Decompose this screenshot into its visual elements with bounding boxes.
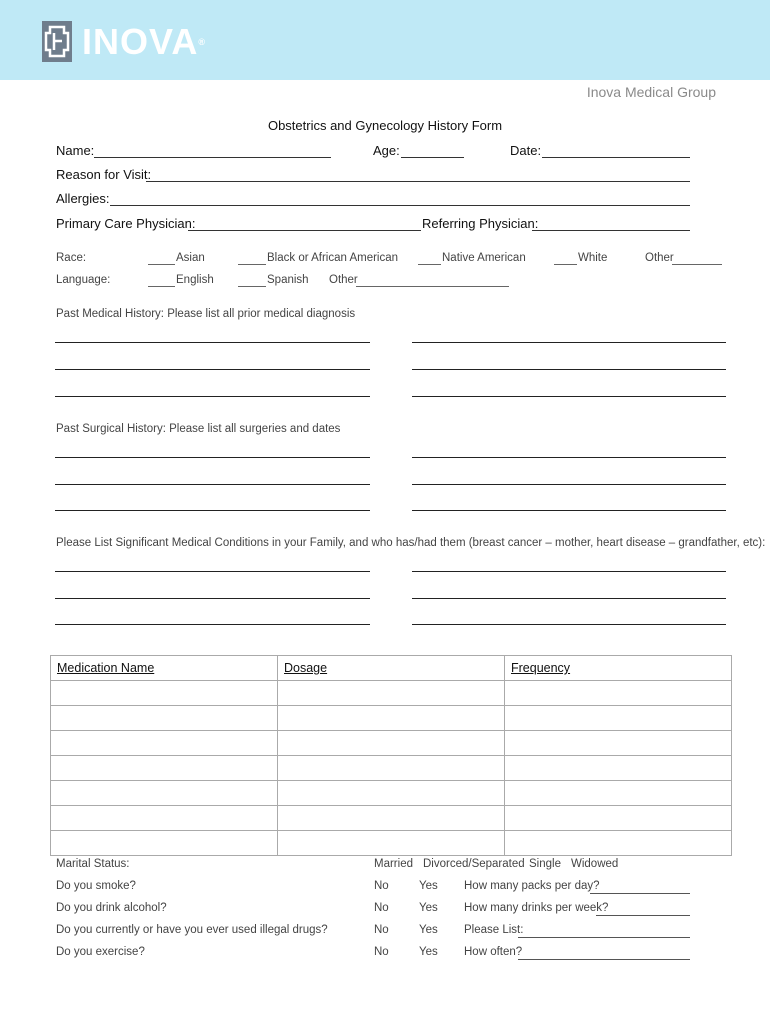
marital-option-single[interactable]: Single [529, 858, 561, 870]
race-asian-blank[interactable] [148, 264, 175, 265]
family-history-line[interactable] [55, 598, 370, 599]
allergies-label: Allergies: [56, 191, 110, 206]
language-label: Language: [56, 274, 111, 286]
smoke-question: Do you smoke? [56, 880, 136, 892]
race-option-asian: Asian [176, 252, 205, 264]
race-native-blank[interactable] [418, 264, 441, 265]
medication-name-header: Medication Name [51, 656, 278, 681]
family-history-label: Please List Significant Medical Conditions in your Family, and who has/had them (breast cancer – mother, heart disease – grandfather, etc): [56, 537, 766, 549]
marital-option-divorced[interactable]: Divorced/Separated [423, 858, 525, 870]
exercise-followup-field[interactable] [518, 959, 690, 960]
race-option-native: Native American [442, 252, 526, 264]
surgical-history-line[interactable] [412, 457, 726, 458]
name-label: Name: [56, 143, 95, 158]
medication-table [50, 655, 732, 856]
language-option-spanish: Spanish [267, 274, 309, 286]
race-black-blank[interactable] [238, 264, 266, 265]
language-option-other: Other [329, 274, 358, 286]
medication-cell[interactable] [51, 831, 278, 856]
alcohol-followup-field[interactable] [596, 915, 690, 916]
race-option-black: Black or African American [267, 252, 399, 264]
exercise-no-option[interactable]: No [374, 946, 389, 958]
frequency-cell[interactable] [505, 756, 732, 781]
language-other-field[interactable] [356, 286, 509, 287]
frequency-header: Frequency [505, 656, 732, 681]
medical-history-line[interactable] [412, 369, 726, 370]
referring-label: Referring Physician: [422, 216, 539, 231]
surgical-history-line[interactable] [412, 484, 726, 485]
drugs-no-option[interactable]: No [374, 924, 389, 936]
surgical-history-line[interactable] [55, 484, 370, 485]
race-option-white: White [578, 252, 608, 264]
dosage-cell[interactable] [278, 781, 505, 806]
inova-logo-icon [42, 21, 72, 62]
surgical-history-label: Past Surgical History: Please list all surgeries and dates [56, 423, 341, 435]
medication-cell[interactable] [51, 781, 278, 806]
family-history-line[interactable] [412, 598, 726, 599]
pcp-label: Primary Care Physician: [56, 216, 196, 231]
smoke-followup-label: How many packs per day? [464, 880, 600, 892]
family-history-line[interactable] [55, 571, 370, 572]
referring-field[interactable] [532, 230, 690, 231]
race-other-field[interactable] [672, 264, 722, 265]
medical-history-line[interactable] [55, 342, 370, 343]
drugs-question: Do you currently or have you ever used illegal drugs? [56, 924, 328, 936]
medication-cell[interactable] [51, 731, 278, 756]
dosage-cell[interactable] [278, 681, 505, 706]
dosage-cell[interactable] [278, 806, 505, 831]
frequency-cell[interactable] [505, 831, 732, 856]
drugs-followup-label: Please List: [464, 924, 524, 936]
medication-header-row [51, 656, 732, 681]
frequency-cell[interactable] [505, 681, 732, 706]
marital-option-married[interactable]: Married [374, 858, 413, 870]
alcohol-followup-label: How many drinks per week? [464, 902, 609, 914]
race-white-blank[interactable] [554, 264, 577, 265]
table-row [51, 731, 732, 756]
header-band [0, 0, 770, 80]
exercise-question: Do you exercise? [56, 946, 145, 958]
allergies-field[interactable] [110, 205, 690, 206]
frequency-cell[interactable] [505, 781, 732, 806]
table-row [51, 781, 732, 806]
smoke-no-option[interactable]: No [374, 880, 389, 892]
date-field[interactable] [542, 157, 690, 158]
drugs-yes-option[interactable]: Yes [419, 924, 438, 936]
family-history-line[interactable] [412, 624, 726, 625]
alcohol-yes-option[interactable]: Yes [419, 902, 438, 914]
pcp-field[interactable] [188, 230, 421, 231]
medication-cell[interactable] [51, 681, 278, 706]
frequency-cell[interactable] [505, 806, 732, 831]
medical-history-line[interactable] [412, 396, 726, 397]
race-option-other: Other [645, 252, 674, 264]
age-field[interactable] [401, 157, 464, 158]
form-title: Obstetrics and Gynecology History Form [267, 118, 503, 133]
medication-cell[interactable] [51, 756, 278, 781]
race-label: Race: [56, 252, 87, 264]
marital-status-label: Marital Status: [56, 858, 130, 870]
medical-history-line[interactable] [55, 396, 370, 397]
surgical-history-line[interactable] [55, 510, 370, 511]
smoke-followup-field[interactable] [590, 893, 690, 894]
dosage-header: Dosage [278, 656, 505, 681]
language-english-blank[interactable] [148, 286, 175, 287]
frequency-cell[interactable] [505, 731, 732, 756]
family-history-line[interactable] [55, 624, 370, 625]
logo-text: INOVA® [82, 21, 206, 62]
name-field[interactable] [94, 157, 331, 158]
date-label: Date: [510, 143, 542, 158]
medication-cell[interactable] [51, 706, 278, 731]
family-history-line[interactable] [412, 571, 726, 572]
table-row [51, 681, 732, 706]
medical-history-label: Past Medical History: Please list all prior medical diagnosis [56, 308, 356, 320]
smoke-yes-option[interactable]: Yes [419, 880, 438, 892]
alcohol-no-option[interactable]: No [374, 902, 389, 914]
medical-history-line[interactable] [55, 369, 370, 370]
reason-field[interactable] [146, 181, 690, 182]
medication-cell[interactable] [51, 806, 278, 831]
dosage-cell[interactable] [278, 756, 505, 781]
marital-option-widowed[interactable]: Widowed [571, 858, 619, 870]
frequency-cell[interactable] [505, 706, 732, 731]
medical-history-line[interactable] [412, 342, 726, 343]
table-row [51, 706, 732, 731]
group-name: Inova Medical Group [586, 84, 716, 100]
drugs-followup-field[interactable] [518, 937, 690, 938]
exercise-followup-label: How often? [464, 946, 523, 958]
dosage-cell[interactable] [278, 731, 505, 756]
language-option-english: English [176, 274, 214, 286]
reason-label: Reason for Visit: [56, 167, 152, 182]
exercise-yes-option[interactable]: Yes [419, 946, 438, 958]
age-label: Age: [373, 143, 400, 158]
table-row [51, 831, 732, 856]
alcohol-question: Do you drink alcohol? [56, 902, 167, 914]
surgical-history-line[interactable] [55, 457, 370, 458]
table-row [51, 756, 732, 781]
table-row [51, 806, 732, 831]
dosage-cell[interactable] [278, 831, 505, 856]
dosage-cell[interactable] [278, 706, 505, 731]
language-spanish-blank[interactable] [238, 286, 266, 287]
surgical-history-line[interactable] [412, 510, 726, 511]
